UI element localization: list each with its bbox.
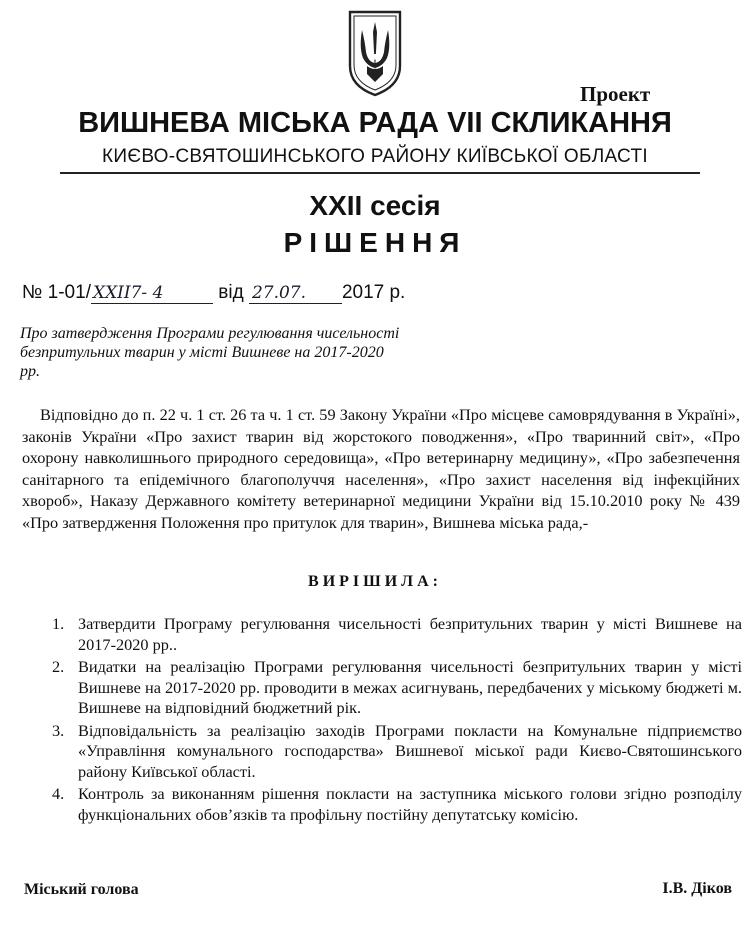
decision-subject: Про затвердження Програми регулювання чисельності безпритульних тварин у місті Вишневе на 2017-2020 рр. <box>20 325 400 380</box>
resolution-item <box>52 614 742 655</box>
council-subtitle: КИЄВО-СВЯТОШИНСЬКОГО РАЙОНУ КИЇВСЬКОЇ ОБЛАСТІ <box>102 146 648 167</box>
signature-name: І.В. Діков <box>662 880 732 897</box>
draft-label: Проект <box>580 82 651 106</box>
decision-number-line <box>22 282 405 304</box>
trident-coat-of-arms-icon <box>346 8 404 98</box>
decision-number-prefix: № 1-01/ <box>22 282 91 303</box>
item-number: 4. <box>52 784 65 803</box>
item-number: 3. <box>52 720 65 740</box>
resolution-item <box>52 784 742 825</box>
item-text: Затвердити Програму регулювання чисельності безпритульних тварин у місті Вишневе на 2017-2020 рр.. <box>78 614 742 654</box>
item-text: Відповідальність за реалізацію заходів Програми покласти на Комунальне підприємство «Управління комунального господарства» Вишневої міської ради Києво-Святошинського району Київської області. <box>78 720 742 781</box>
handwritten-decision-date: 27.07. <box>249 283 342 304</box>
session-heading: XXII сесія <box>309 190 441 221</box>
signature-title: Міський голова <box>24 881 139 898</box>
item-number: 2. <box>52 657 65 676</box>
resolution-item <box>52 721 742 783</box>
resolved-heading: ВИРІШИЛА: <box>308 573 442 590</box>
decision-heading: РІШЕННЯ <box>283 227 467 258</box>
date-from-label: від <box>218 282 244 303</box>
resolution-items <box>52 614 742 827</box>
item-number: 1. <box>52 614 65 633</box>
council-title: ВИШНЕВА МІСЬКА РАДА VII СКЛИКАННЯ <box>78 107 672 139</box>
decision-year: 2017 р. <box>341 282 406 303</box>
preamble-paragraph: Відповідно до п. 22 ч. 1 ст. 26 та ч. 1 ст. 59 Закону України «Про місцеве самоврядування в Україні», законів України «Про захист тварин від жорстокого поводження», «Про тваринний світ», «Про охорону навколишнього природного середовища», «Про ветеринарну медицину», «Про забезпечення санітарного та епідемічного благополуччя населення», «Про захист населення від інфекційних хвороб», Наказу Державного комітету ветеринарної медицини України від 15.10.2010 року № 439 «Про затвердження Положення про притулок для тварин», Вишнева міська рада,- <box>22 405 740 532</box>
header-divider <box>60 172 700 174</box>
resolution-item <box>52 657 742 719</box>
handwritten-decision-number: XXII7- 4 <box>91 283 213 304</box>
item-text: Контроль за виконанням рішення покласти на заступника міського голови згідно розподілу функціональних обов’язків та профільну постійну депутатську комісію. <box>78 784 742 824</box>
item-text: Видатки на реалізацію Програми регулювання чисельності безпритульних тварин у місті Вишневе на 2017-2020 рр. проводити в межах асигнувань, передбачених у міському бюджеті м. Вишневе на відповідний бюджетний рік. <box>78 657 742 717</box>
